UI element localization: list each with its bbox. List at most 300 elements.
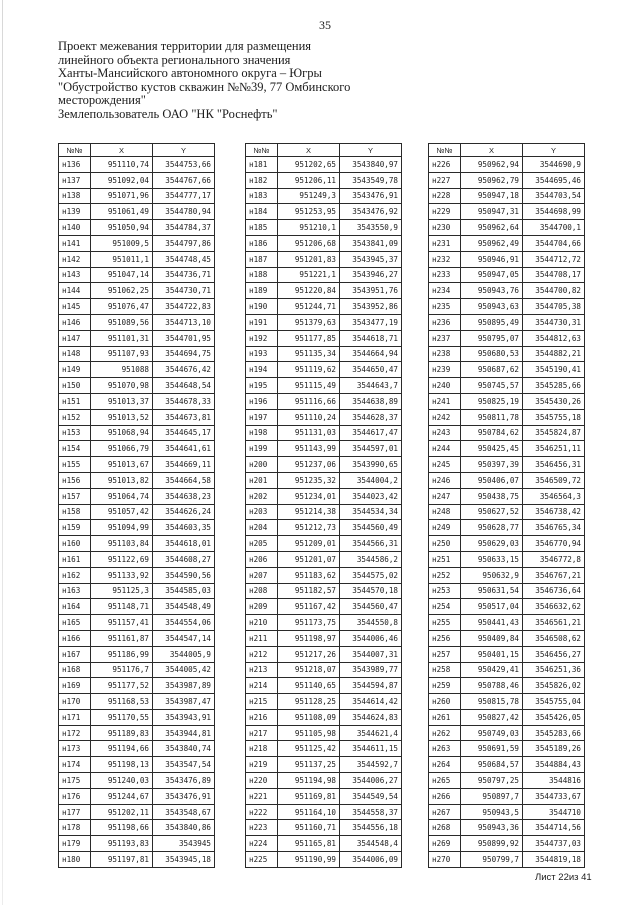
- table-row: [246, 488, 402, 504]
- x-coordinate-cell: 951133,92: [91, 567, 153, 583]
- x-coordinate-cell: 950799,7: [461, 852, 523, 868]
- point-number-cell: н229: [429, 204, 461, 220]
- y-coordinate-cell: 3545824,87: [523, 425, 585, 441]
- x-coordinate-cell: 951013,82: [91, 472, 153, 488]
- point-number-cell: н158: [59, 504, 91, 520]
- x-coordinate-cell: 951218,07: [278, 662, 340, 678]
- point-number-cell: н181: [246, 157, 278, 173]
- table-row: [429, 615, 585, 631]
- y-coordinate-cell: 3546632,62: [523, 599, 585, 615]
- table-row: [59, 267, 215, 283]
- table-body: [246, 157, 402, 868]
- column-header-y: Y: [340, 144, 402, 157]
- point-number-cell: н220: [246, 773, 278, 789]
- y-coordinate-cell: 3544730,71: [153, 283, 215, 299]
- point-number-cell: н204: [246, 520, 278, 536]
- y-coordinate-cell: 3543476,89: [153, 773, 215, 789]
- y-coordinate-cell: 3543841,09: [340, 235, 402, 251]
- point-number-cell: н247: [429, 488, 461, 504]
- x-coordinate-cell: 951214,38: [278, 504, 340, 520]
- table-row: [59, 551, 215, 567]
- table-row: [429, 551, 585, 567]
- x-coordinate-cell: 950784,62: [461, 425, 523, 441]
- y-coordinate-cell: 3543952,86: [340, 299, 402, 315]
- y-coordinate-cell: 3544884,43: [523, 757, 585, 773]
- y-coordinate-cell: 3544673,81: [153, 409, 215, 425]
- y-coordinate-cell: 3544592,7: [340, 757, 402, 773]
- table-row: [429, 299, 585, 315]
- point-number-cell: н237: [429, 330, 461, 346]
- point-number-cell: н234: [429, 283, 461, 299]
- y-coordinate-cell: 3544585,03: [153, 583, 215, 599]
- x-coordinate-cell: 951237,06: [278, 457, 340, 473]
- y-coordinate-cell: 3544570,18: [340, 583, 402, 599]
- x-coordinate-cell: 951105,98: [278, 725, 340, 741]
- point-number-cell: н219: [246, 757, 278, 773]
- point-number-cell: н215: [246, 694, 278, 710]
- table-row: [429, 836, 585, 852]
- y-coordinate-cell: 3545189,26: [523, 741, 585, 757]
- x-coordinate-cell: 951088: [91, 362, 153, 378]
- table-row: [246, 441, 402, 457]
- table-row: [59, 346, 215, 362]
- y-coordinate-cell: 3544534,34: [340, 504, 402, 520]
- y-coordinate-cell: 3544023,42: [340, 488, 402, 504]
- table-row: [246, 409, 402, 425]
- y-coordinate-cell: 3544780,94: [153, 204, 215, 220]
- table-row: [59, 409, 215, 425]
- x-coordinate-cell: 951198,97: [278, 630, 340, 646]
- table-row: [59, 172, 215, 188]
- table-row: [59, 773, 215, 789]
- y-coordinate-cell: 3544560,47: [340, 599, 402, 615]
- y-coordinate-cell: 3544611,15: [340, 741, 402, 757]
- column-header-y: Y: [523, 144, 585, 157]
- table-row: [429, 314, 585, 330]
- x-coordinate-cell: 950962,49: [461, 235, 523, 251]
- table-row: [429, 362, 585, 378]
- x-coordinate-cell: 951110,74: [91, 157, 153, 173]
- point-number-cell: н269: [429, 836, 461, 852]
- point-number-cell: н267: [429, 804, 461, 820]
- x-coordinate-cell: 951160,71: [278, 820, 340, 836]
- y-coordinate-cell: 3544730,31: [523, 314, 585, 330]
- table-header-row: [59, 144, 215, 157]
- point-number-cell: н242: [429, 409, 461, 425]
- y-coordinate-cell: 3545283,66: [523, 725, 585, 741]
- table-row: [59, 204, 215, 220]
- x-coordinate-cell: 951013,37: [91, 393, 153, 409]
- y-coordinate-cell: 3544547,14: [153, 630, 215, 646]
- point-number-cell: н178: [59, 820, 91, 836]
- point-number-cell: н165: [59, 615, 91, 631]
- table-row: [59, 583, 215, 599]
- point-number-cell: н171: [59, 709, 91, 725]
- point-number-cell: н223: [246, 820, 278, 836]
- point-number-cell: н230: [429, 220, 461, 236]
- table-row: [59, 504, 215, 520]
- point-number-cell: н190: [246, 299, 278, 315]
- table-row: [246, 251, 402, 267]
- table-row: [429, 235, 585, 251]
- point-number-cell: н201: [246, 472, 278, 488]
- x-coordinate-cell: 951103,84: [91, 536, 153, 552]
- point-number-cell: н241: [429, 393, 461, 409]
- point-number-cell: н153: [59, 425, 91, 441]
- point-number-cell: н258: [429, 662, 461, 678]
- y-coordinate-cell: 3544690,9: [523, 157, 585, 173]
- y-coordinate-cell: 3544638,23: [153, 488, 215, 504]
- point-number-cell: н246: [429, 472, 461, 488]
- table-row: [59, 251, 215, 267]
- x-coordinate-cell: 951068,94: [91, 425, 153, 441]
- table-row: [429, 346, 585, 362]
- y-coordinate-cell: 3544617,47: [340, 425, 402, 441]
- x-coordinate-cell: 950684,57: [461, 757, 523, 773]
- y-coordinate-cell: 3543548,67: [153, 804, 215, 820]
- x-coordinate-cell: 951194,98: [278, 773, 340, 789]
- y-coordinate-cell: 3544767,66: [153, 172, 215, 188]
- x-coordinate-cell: 951170,55: [91, 709, 153, 725]
- x-coordinate-cell: 951047,14: [91, 267, 153, 283]
- y-coordinate-cell: 3546770,94: [523, 536, 585, 552]
- x-coordinate-cell: 951161,87: [91, 630, 153, 646]
- y-coordinate-cell: 3543943,91: [153, 709, 215, 725]
- table-row: [59, 378, 215, 394]
- point-number-cell: н262: [429, 725, 461, 741]
- table-row: [429, 425, 585, 441]
- point-number-cell: н228: [429, 188, 461, 204]
- y-coordinate-cell: 3544006,46: [340, 630, 402, 646]
- table-row: [59, 235, 215, 251]
- point-number-cell: н217: [246, 725, 278, 741]
- table-row: [246, 362, 402, 378]
- y-coordinate-cell: 3544664,58: [153, 472, 215, 488]
- point-number-cell: н198: [246, 425, 278, 441]
- x-coordinate-cell: 951140,65: [278, 678, 340, 694]
- table-row: [429, 630, 585, 646]
- y-coordinate-cell: 3543840,74: [153, 741, 215, 757]
- table-row: [59, 457, 215, 473]
- y-coordinate-cell: 3543945: [153, 836, 215, 852]
- table-row: [429, 709, 585, 725]
- table-row: [429, 157, 585, 173]
- y-coordinate-cell: 3544701,95: [153, 330, 215, 346]
- table-row: [429, 773, 585, 789]
- y-coordinate-cell: 3546765,34: [523, 520, 585, 536]
- table-row: [59, 330, 215, 346]
- y-coordinate-cell: 3544597,01: [340, 441, 402, 457]
- x-coordinate-cell: 951131,03: [278, 425, 340, 441]
- column-header-num: №№: [429, 144, 461, 157]
- x-coordinate-cell: 951182,57: [278, 583, 340, 599]
- y-coordinate-cell: 3544575,02: [340, 567, 402, 583]
- document-header: [58, 40, 418, 122]
- point-number-cell: н169: [59, 678, 91, 694]
- point-number-cell: н166: [59, 630, 91, 646]
- y-coordinate-cell: 3546456,31: [523, 457, 585, 473]
- table-row: [59, 520, 215, 536]
- point-number-cell: н231: [429, 235, 461, 251]
- table-row: [246, 678, 402, 694]
- point-number-cell: н144: [59, 283, 91, 299]
- point-number-cell: н162: [59, 567, 91, 583]
- x-coordinate-cell: 951235,32: [278, 472, 340, 488]
- y-coordinate-cell: 3544005,9: [153, 646, 215, 662]
- y-coordinate-cell: 3544007,31: [340, 646, 402, 662]
- table-row: [246, 172, 402, 188]
- y-coordinate-cell: 3544554,06: [153, 615, 215, 631]
- y-coordinate-cell: 3544618,01: [153, 536, 215, 552]
- point-number-cell: н197: [246, 409, 278, 425]
- x-coordinate-cell: 951011,1: [91, 251, 153, 267]
- point-number-cell: н154: [59, 441, 91, 457]
- table-row: [246, 425, 402, 441]
- table-row: [429, 741, 585, 757]
- x-coordinate-cell: 951198,66: [91, 820, 153, 836]
- y-coordinate-cell: 3546508,62: [523, 630, 585, 646]
- y-coordinate-cell: 3544736,71: [153, 267, 215, 283]
- point-number-cell: н146: [59, 314, 91, 330]
- point-number-cell: н189: [246, 283, 278, 299]
- x-coordinate-cell: 951009,5: [91, 235, 153, 251]
- point-number-cell: н167: [59, 646, 91, 662]
- point-number-cell: н226: [429, 157, 461, 173]
- table-row: [246, 852, 402, 868]
- point-number-cell: н205: [246, 536, 278, 552]
- y-coordinate-cell: 3543476,92: [340, 204, 402, 220]
- y-coordinate-cell: 3544708,17: [523, 267, 585, 283]
- table-row: [429, 536, 585, 552]
- y-coordinate-cell: 3546509,72: [523, 472, 585, 488]
- x-coordinate-cell: 951110,24: [278, 409, 340, 425]
- point-number-cell: н253: [429, 583, 461, 599]
- table-row: [429, 393, 585, 409]
- point-number-cell: н175: [59, 773, 91, 789]
- table-row: [429, 472, 585, 488]
- x-coordinate-cell: 950397,39: [461, 457, 523, 473]
- column-header-num: №№: [246, 144, 278, 157]
- table-row: [246, 536, 402, 552]
- point-number-cell: н142: [59, 251, 91, 267]
- table-row: [59, 725, 215, 741]
- x-coordinate-cell: 951379,63: [278, 314, 340, 330]
- table-row: [246, 157, 402, 173]
- table-row: [59, 852, 215, 868]
- point-number-cell: н222: [246, 804, 278, 820]
- x-coordinate-cell: 951183,62: [278, 567, 340, 583]
- x-coordinate-cell: 951244,67: [91, 788, 153, 804]
- y-coordinate-cell: 3544594,87: [340, 678, 402, 694]
- table-row: [246, 220, 402, 236]
- y-coordinate-cell: 3544733,67: [523, 788, 585, 804]
- x-coordinate-cell: 951143,99: [278, 441, 340, 457]
- table-row: [429, 567, 585, 583]
- y-coordinate-cell: 3545285,66: [523, 378, 585, 394]
- y-coordinate-cell: 3543476,91: [153, 788, 215, 804]
- point-number-cell: н211: [246, 630, 278, 646]
- y-coordinate-cell: 3544664,94: [340, 346, 402, 362]
- table-row: [246, 188, 402, 204]
- point-number-cell: н149: [59, 362, 91, 378]
- y-coordinate-cell: 3544704,66: [523, 235, 585, 251]
- table-row: [246, 472, 402, 488]
- x-coordinate-cell: 951186,99: [91, 646, 153, 662]
- table-row: [246, 599, 402, 615]
- x-coordinate-cell: 950943,36: [461, 820, 523, 836]
- y-coordinate-cell: 3544614,42: [340, 694, 402, 710]
- table-row: [429, 852, 585, 868]
- point-number-cell: н177: [59, 804, 91, 820]
- point-number-cell: н249: [429, 520, 461, 536]
- point-number-cell: н194: [246, 362, 278, 378]
- y-coordinate-cell: 3545755,18: [523, 409, 585, 425]
- column-header-x: X: [278, 144, 340, 157]
- point-number-cell: н161: [59, 551, 91, 567]
- point-number-cell: н139: [59, 204, 91, 220]
- table-row: [246, 694, 402, 710]
- x-coordinate-cell: 950425,45: [461, 441, 523, 457]
- y-coordinate-cell: 3543549,78: [340, 172, 402, 188]
- point-number-cell: н186: [246, 235, 278, 251]
- y-coordinate-cell: 3545430,26: [523, 393, 585, 409]
- point-number-cell: н173: [59, 741, 91, 757]
- y-coordinate-cell: 3544549,54: [340, 788, 402, 804]
- table-row: [59, 820, 215, 836]
- point-number-cell: н260: [429, 694, 461, 710]
- table-row: [59, 630, 215, 646]
- column-header-num: №№: [59, 144, 91, 157]
- point-number-cell: н259: [429, 678, 461, 694]
- x-coordinate-cell: 950897,7: [461, 788, 523, 804]
- y-coordinate-cell: 3544628,37: [340, 409, 402, 425]
- table-row: [246, 662, 402, 678]
- y-coordinate-cell: 3544722,83: [153, 299, 215, 315]
- x-coordinate-cell: 951169,81: [278, 788, 340, 804]
- y-coordinate-cell: 3544784,37: [153, 220, 215, 236]
- y-coordinate-cell: 3543477,19: [340, 314, 402, 330]
- table-row: [429, 267, 585, 283]
- table-row: [429, 820, 585, 836]
- table-row: [59, 615, 215, 631]
- x-coordinate-cell: 951210,1: [278, 220, 340, 236]
- sheet-footer: Лист 22из 41: [535, 872, 592, 883]
- table-row: [429, 457, 585, 473]
- y-coordinate-cell: 3544556,18: [340, 820, 402, 836]
- table-row: [429, 599, 585, 615]
- x-coordinate-cell: 951212,73: [278, 520, 340, 536]
- point-number-cell: н251: [429, 551, 461, 567]
- point-number-cell: н141: [59, 235, 91, 251]
- x-coordinate-cell: 950429,41: [461, 662, 523, 678]
- table-row: [429, 204, 585, 220]
- table-row: [59, 488, 215, 504]
- point-number-cell: н227: [429, 172, 461, 188]
- table-row: [59, 567, 215, 583]
- table-row: [59, 788, 215, 804]
- y-coordinate-cell: 3544558,37: [340, 804, 402, 820]
- header-line: месторождения": [58, 93, 146, 108]
- table-row: [429, 504, 585, 520]
- x-coordinate-cell: 951157,41: [91, 615, 153, 631]
- point-number-cell: н151: [59, 393, 91, 409]
- y-coordinate-cell: 3543840,97: [340, 157, 402, 173]
- y-coordinate-cell: 3544621,4: [340, 725, 402, 741]
- y-coordinate-cell: 3543990,65: [340, 457, 402, 473]
- x-coordinate-cell: 951101,31: [91, 330, 153, 346]
- point-number-cell: н238: [429, 346, 461, 362]
- y-coordinate-cell: 3544548,4: [340, 836, 402, 852]
- column-header-x: X: [461, 144, 523, 157]
- x-coordinate-cell: 951168,53: [91, 694, 153, 710]
- table-row: [59, 678, 215, 694]
- point-number-cell: н200: [246, 457, 278, 473]
- point-number-cell: н264: [429, 757, 461, 773]
- x-coordinate-cell: 950825,19: [461, 393, 523, 409]
- table-row: [429, 725, 585, 741]
- y-coordinate-cell: 3545826,02: [523, 678, 585, 694]
- x-coordinate-cell: 951202,65: [278, 157, 340, 173]
- point-number-cell: н145: [59, 299, 91, 315]
- x-coordinate-cell: 950962,79: [461, 172, 523, 188]
- table-row: [429, 678, 585, 694]
- table-row: [246, 378, 402, 394]
- point-number-cell: н140: [59, 220, 91, 236]
- table-row: [246, 820, 402, 836]
- y-coordinate-cell: 3544590,56: [153, 567, 215, 583]
- point-number-cell: н193: [246, 346, 278, 362]
- x-coordinate-cell: 951198,13: [91, 757, 153, 773]
- x-coordinate-cell: 951089,56: [91, 314, 153, 330]
- y-coordinate-cell: 3543944,81: [153, 725, 215, 741]
- x-coordinate-cell: 951115,49: [278, 378, 340, 394]
- table-row: [246, 204, 402, 220]
- table-row: [59, 599, 215, 615]
- x-coordinate-cell: 950749,03: [461, 725, 523, 741]
- x-coordinate-cell: 950517,04: [461, 599, 523, 615]
- y-coordinate-cell: 3546564,3: [523, 488, 585, 504]
- x-coordinate-cell: 951125,42: [278, 741, 340, 757]
- x-coordinate-cell: 950441,43: [461, 615, 523, 631]
- x-coordinate-cell: 950401,15: [461, 646, 523, 662]
- y-coordinate-cell: 3544713,10: [153, 314, 215, 330]
- x-coordinate-cell: 951190,99: [278, 852, 340, 868]
- y-coordinate-cell: 3544005,42: [153, 662, 215, 678]
- y-coordinate-cell: 3544626,24: [153, 504, 215, 520]
- table-row: [246, 788, 402, 804]
- point-number-cell: н202: [246, 488, 278, 504]
- table-row: [429, 441, 585, 457]
- y-coordinate-cell: 3544714,56: [523, 820, 585, 836]
- header-line: "Обустройство кустов скважин №№39, 77 Омбинского: [58, 79, 351, 94]
- y-coordinate-cell: 3543946,27: [340, 267, 402, 283]
- x-coordinate-cell: 950815,78: [461, 694, 523, 710]
- y-coordinate-cell: 3543476,91: [340, 188, 402, 204]
- point-number-cell: н209: [246, 599, 278, 615]
- x-coordinate-cell: 951094,99: [91, 520, 153, 536]
- x-coordinate-cell: 951076,47: [91, 299, 153, 315]
- y-coordinate-cell: 3546772,8: [523, 551, 585, 567]
- table-row: [429, 488, 585, 504]
- x-coordinate-cell: 950438,75: [461, 488, 523, 504]
- table-row: [246, 741, 402, 757]
- table-row: [59, 662, 215, 678]
- table-row: [429, 378, 585, 394]
- x-coordinate-cell: 951253,95: [278, 204, 340, 220]
- x-coordinate-cell: 951057,42: [91, 504, 153, 520]
- y-coordinate-cell: 3544712,72: [523, 251, 585, 267]
- coordinates-table-1: [58, 143, 215, 868]
